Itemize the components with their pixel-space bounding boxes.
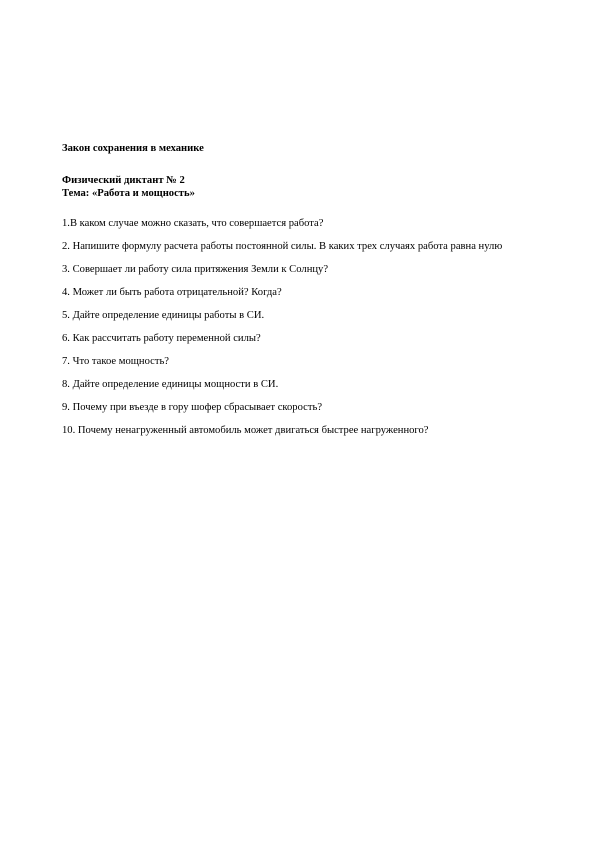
question-item: 1.В каком случае можно сказать, что совершается работа? bbox=[62, 218, 324, 229]
dictation-title: Физический диктант № 2 bbox=[62, 175, 185, 186]
question-item: 9. Почему при въезде в гору шофер сбрасывает скорость? bbox=[62, 402, 323, 413]
section-title: Закон сохранения в механике bbox=[62, 143, 204, 154]
question-item: 6. Как рассчитать работу переменной силы? bbox=[62, 333, 261, 344]
topic-line: Тема: «Работа и мощность» bbox=[62, 188, 195, 199]
question-item: 5. Дайте определение единицы работы в СИ. bbox=[62, 310, 265, 321]
question-item: 4. Может ли быть работа отрицательной? Когда? bbox=[62, 287, 282, 298]
document-body bbox=[62, 142, 572, 447]
spacer bbox=[62, 155, 572, 174]
question-item: 2. Напишите формулу расчета работы постоянной силы. В каких трех случаях работа равна нулю bbox=[62, 241, 503, 252]
question-item: 8. Дайте определение единицы мощности в СИ. bbox=[62, 379, 279, 390]
spacer bbox=[62, 200, 572, 217]
question-list bbox=[62, 217, 572, 437]
question-item: 10. Почему ненагруженный автомобиль может двигаться быстрее нагруженного? bbox=[62, 425, 429, 436]
question-item: 7. Что такое мощность? bbox=[62, 356, 170, 367]
question-item: 3. Совершает ли работу сила притяжения Земли к Солнцу? bbox=[62, 264, 329, 275]
